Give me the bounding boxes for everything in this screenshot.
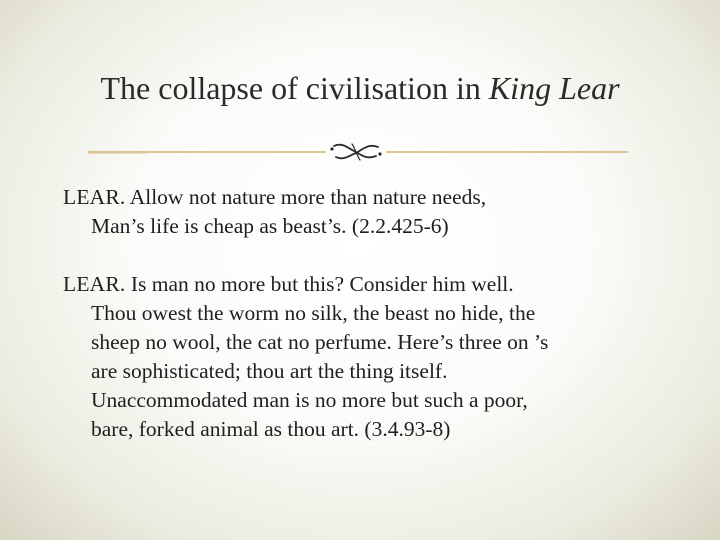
quote-line: Man’s life is cheap as beast’s. (2.2.425-6) [91, 214, 449, 238]
quote-1 [63, 183, 673, 241]
quote-text: Is man no more but this? Consider him well. [125, 272, 514, 296]
title-divider [88, 140, 628, 164]
quote-line [63, 183, 673, 212]
quote-2 [63, 270, 673, 444]
title-text: The collapse of civilisation in [100, 70, 489, 106]
speaker-name: LEAR. [63, 272, 126, 296]
flourish-icon [330, 144, 381, 160]
quote-line [63, 270, 673, 299]
quote-line: bare, forked animal as thou art. (3.4.93-8) [91, 417, 451, 441]
quote-text: Allow not nature more than nature needs, [125, 185, 487, 209]
quote-line: Unaccommodated man is no more but such a poor, [91, 388, 528, 412]
speaker-name: LEAR. [63, 185, 126, 209]
quote-line: are sophisticated; thou art the thing itself. [91, 359, 448, 383]
title-play-name: King Lear [488, 70, 620, 106]
quotes-body [63, 183, 673, 473]
slide-title [0, 68, 720, 108]
quote-line: Thou owest the worm no silk, the beast no hide, the [91, 301, 536, 325]
quote-line: sheep no wool, the cat no perfume. Here’s three on ’s [91, 330, 549, 354]
